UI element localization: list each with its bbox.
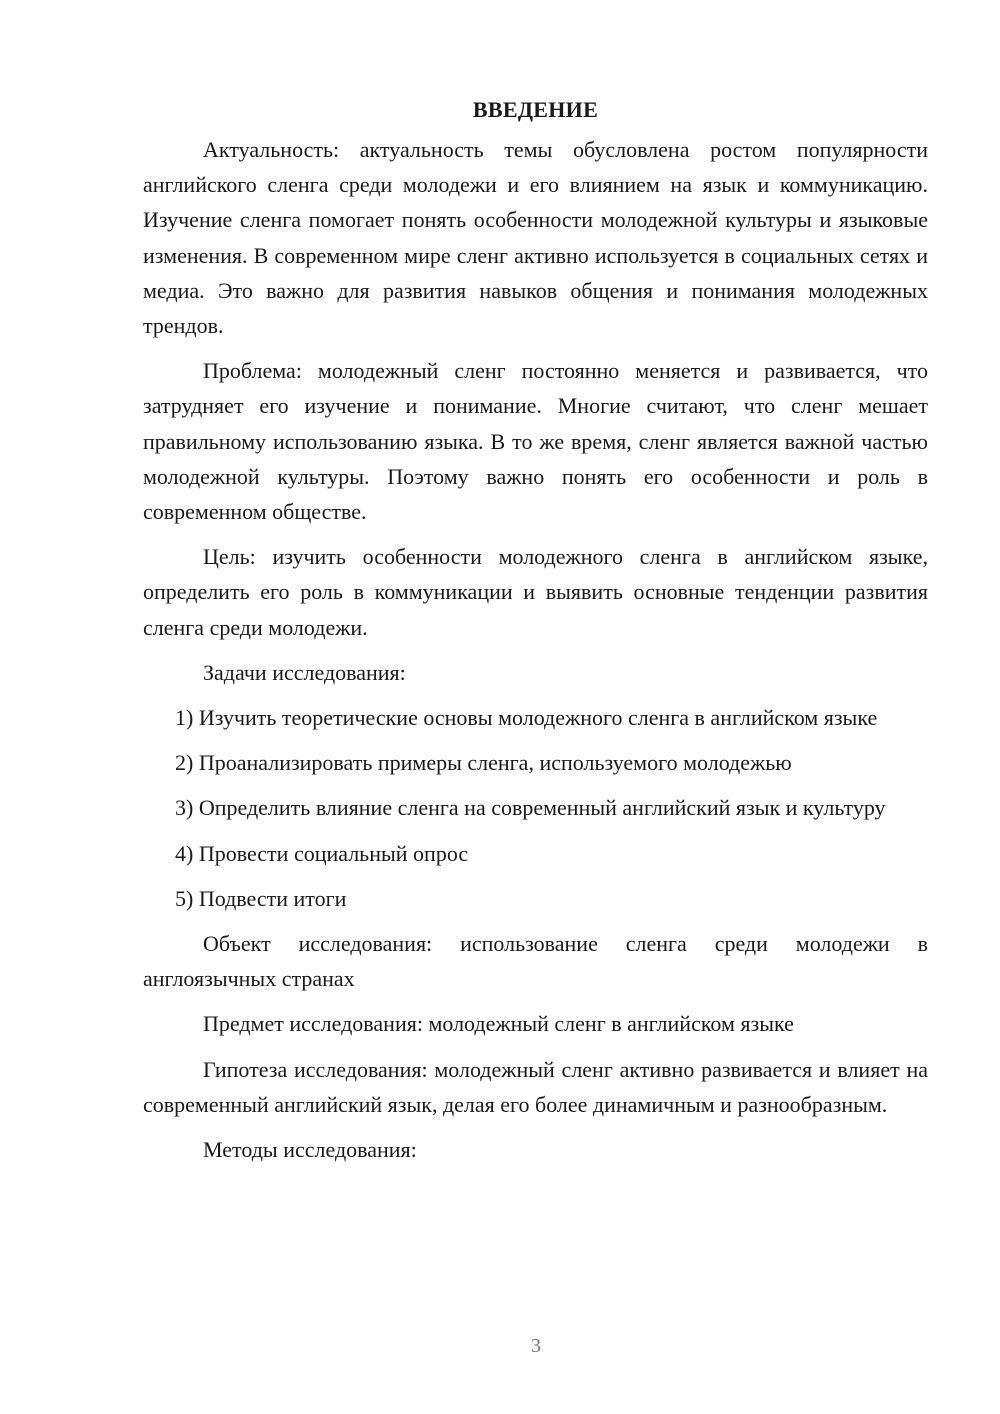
task-item-5: 5) Подвести итоги: [175, 885, 347, 911]
tasks-heading: Задачи исследования:: [203, 659, 406, 685]
goal-paragraph: Цель: изучить особенности молодежного сленга в английском языке, определить его роль в коммуникации и выявить основные тенденции развития сленга среди молодежи.: [143, 544, 928, 640]
page-number: 3: [531, 1335, 541, 1357]
task-item-4: 4) Провести социальный опрос: [175, 840, 469, 866]
relevance-paragraph: Актуальность: актуальность темы обусловлена ростом популярности английского сленга среди молодежи и его влиянием на язык и коммуникацию. Изучение сленга помогает понять особенности молодежной культуры и языковые изменения. В современном мире сленг активно используется в социальных сетях и медиа. Это важно для развития навыков общения и понимания молодежных трендов.: [143, 137, 928, 339]
object-paragraph: Объект исследования: использование сленга среди молодежи в англоязычных странах: [143, 931, 928, 992]
hypothesis-paragraph: Гипотеза исследования: молодежный сленг активно развивается и влияет на современный английский язык, делая его более динамичным и разнообразным.: [143, 1056, 928, 1117]
document-page: [143, 90, 928, 1177]
subject-paragraph: Предмет исследования: молодежный сленг в английском языке: [203, 1011, 794, 1037]
methods-heading: Методы исследования:: [203, 1137, 417, 1163]
task-item-2: 2) Проанализировать примеры сленга, используемого молодежью: [175, 750, 792, 776]
task-item-3: 3) Определить влияние сленга на современный английский язык и культуру: [175, 795, 886, 821]
task-item-1: 1) Изучить теоретические основы молодежного сленга в английском языке: [175, 705, 878, 731]
page-title: ВВЕДЕНИЕ: [472, 97, 599, 122]
problem-paragraph: Проблема: молодежный сленг постоянно меняется и развивается, что затрудняет его изучение и понимание. Многие считают, что сленг мешает правильному использованию языка. В то же время, сленг является важной частью молодежной культуры. Поэтому важно понять его особенности и роль в современном обществе.: [143, 358, 928, 525]
